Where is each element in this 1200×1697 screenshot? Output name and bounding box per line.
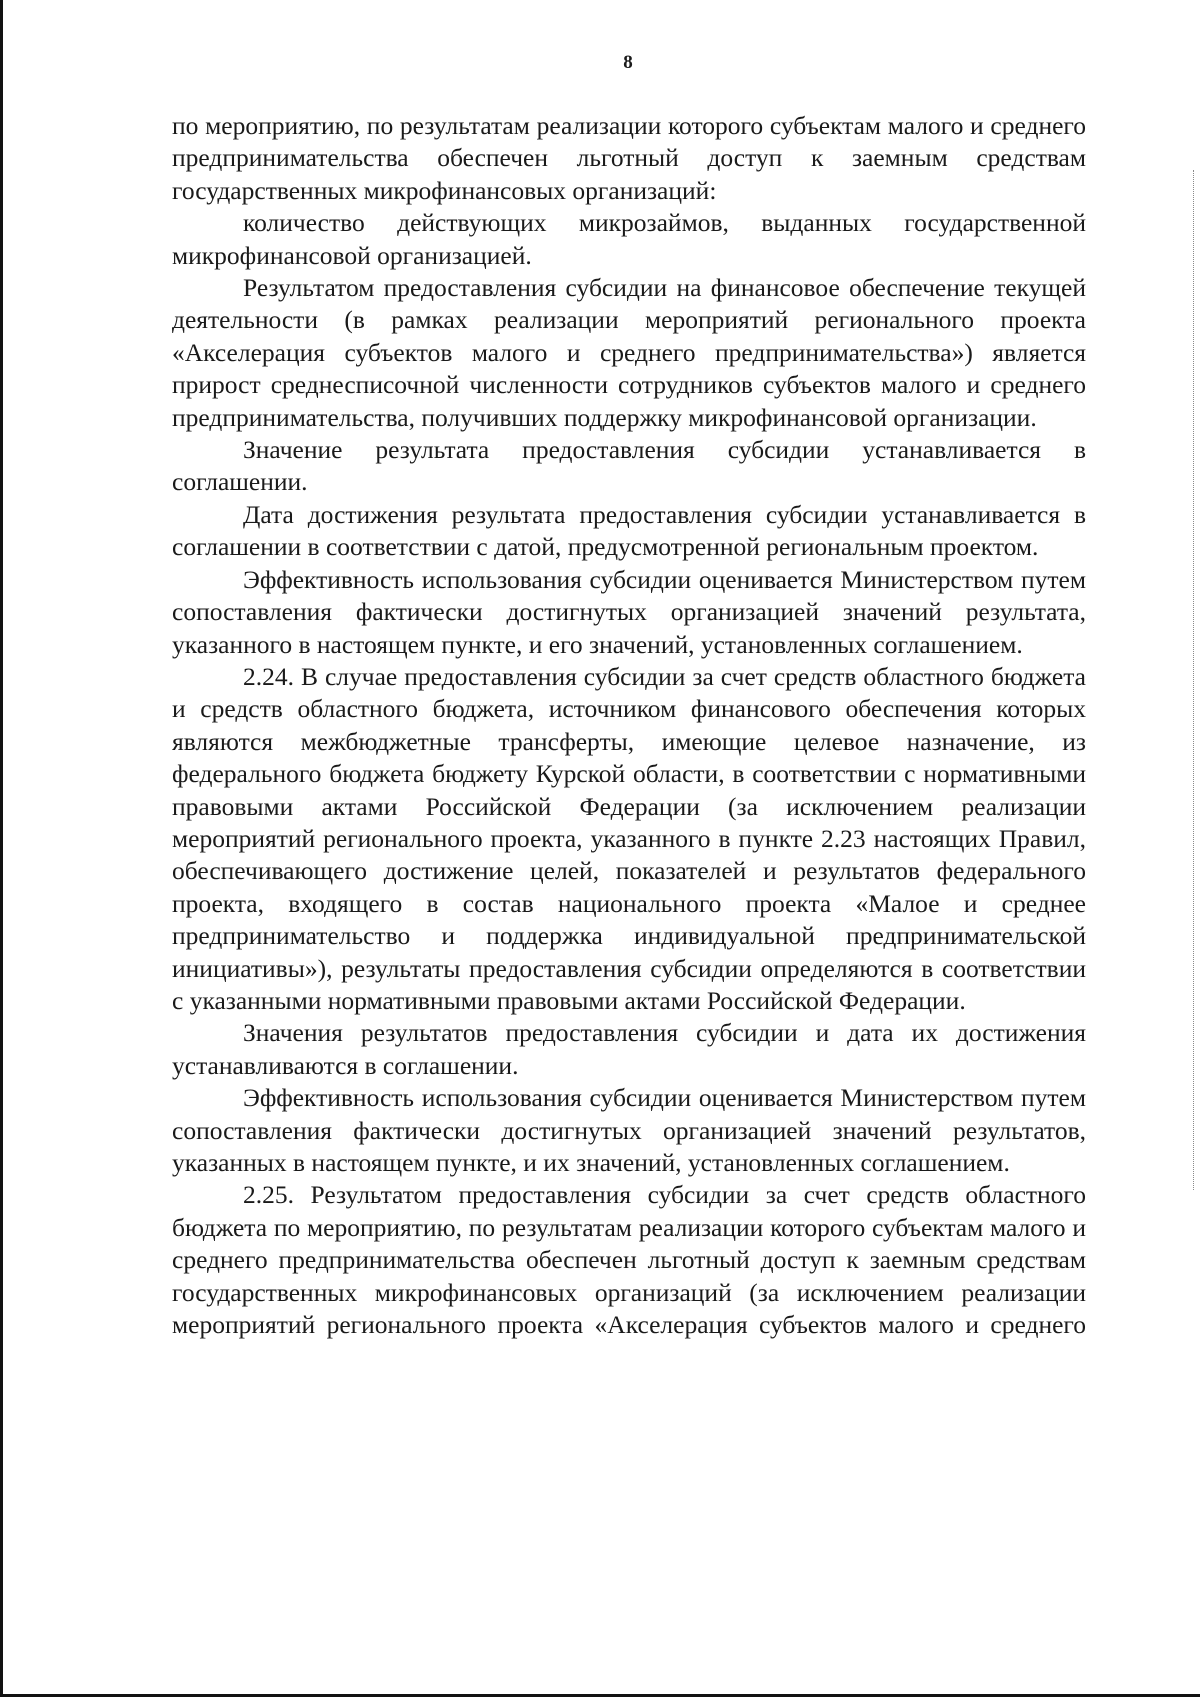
scan-edge-right: [1193, 170, 1194, 1190]
paragraph-result-value: Значение результата предоставления субсидии устанавливается в соглашении.: [172, 435, 1086, 497]
paragraph-clause-2-24: 2.24. В случае предоставления субсидии за счет средств областного бюджета и средств областного бюджета, источником финансового обеспечения которых являются межбюджетные трансферты, имеющие целевое назначение, из федерального бюджета бюджету Курской области, в соответствии с нормативными правовыми актами Российской Федерации (за исключением реализации мероприятий регионального проекта, указанного в пункте 2.23 настоящих Правил, обеспечивающего достижение целей, показателей и результатов федерального проекта, входящего в состав национального проекта «Малое и среднее предпринимательство и поддержка индивидуальной предпринимательской инициативы»), результаты предоставления субсидии определяются в соответствии с указанными нормативными правовыми актами Российской Федерации.: [172, 661, 1086, 1015]
paragraph-efficiency-results: Эффективность использования субсидии оценивается Министерством путем сопоставления фактически достигнутых организацией значений результатов, указанных в настоящем пункте, и их значений, установленных соглашением.: [172, 1083, 1086, 1177]
paragraph-results-values: Значения результатов предоставления субсидии и дата их достижения устанавливаются в соглашении.: [172, 1018, 1086, 1080]
paragraph-continuation: по мероприятию, по результатам реализации которого субъектам малого и среднего предпринимательства обеспечен льготный доступ к заемным средствам государственных микрофинансовых организаций:: [172, 111, 1086, 205]
paragraph-clause-2-25: 2.25. Результатом предоставления субсидии за счет средств областного бюджета по мероприятию, по результатам реализации которого субъектам малого и среднего предпринимательства обеспечен льготный доступ к заемным средствам государственных микрофинансовых организаций (за исключением реализации мероприятий регионального проекта «Акселерация субъектов малого и среднего: [172, 1180, 1086, 1340]
document-body: [172, 110, 1086, 1341]
paragraph-subsidy-result: Результатом предоставления субсидии на финансовое обеспечение текущей деятельности (в рамках реализации мероприятий регионального проекта «Акселерация субъектов малого и среднего предпринимательства») является прирост среднесписочной численности сотрудников субъектов малого и среднего предпринимательства, получивших поддержку микрофинансовой организации.: [172, 273, 1086, 432]
paragraph-efficiency: Эффективность использования субсидии оценивается Министерством путем сопоставления фактически достигнутых организацией значений результата, указанного в настоящем пункте, и его значений, установленных соглашением.: [172, 564, 1086, 659]
scan-edge-left: [0, 0, 3, 1697]
paragraph-microloans-count: количество действующих микрозаймов, выданных государственной микрофинансовой организацией.: [172, 208, 1086, 270]
paragraph-result-date: Дата достижения результата предоставления субсидии устанавливается в соглашении в соответствии с датой, предусмотренной региональным проектом.: [172, 499, 1086, 562]
page-number: 8: [623, 52, 633, 73]
